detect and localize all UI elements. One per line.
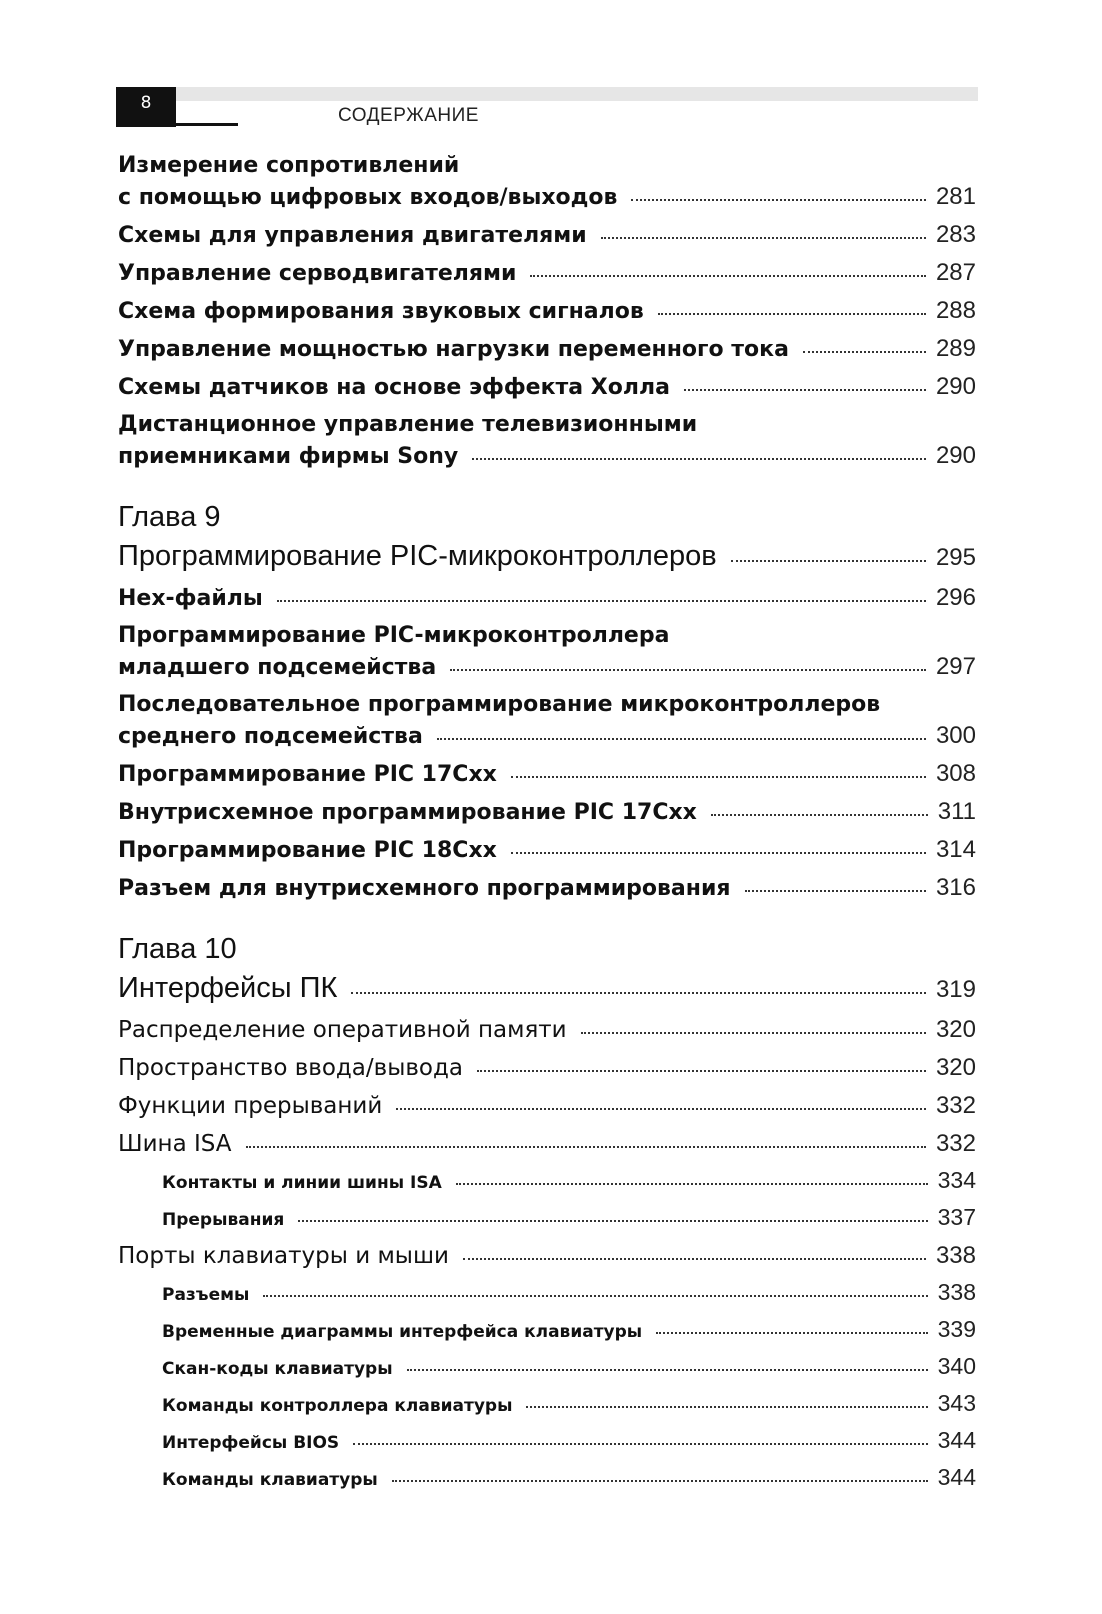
dot-leader: [511, 852, 926, 854]
toc-entry-text: Схема формирования звуковых сигналов: [118, 299, 644, 324]
toc-entry-text: младшего подсемейства: [118, 655, 437, 680]
toc-page-number: 332: [935, 1092, 976, 1119]
toc-subentry[interactable]: [162, 1278, 976, 1309]
toc-entry-text: Схемы для управления двигателями: [118, 223, 587, 248]
toc-entry[interactable]: [118, 1052, 976, 1084]
toc-page-number: 343: [937, 1390, 976, 1416]
toc-entry-text: Разъем для внутрисхемного программирования: [118, 876, 731, 901]
header-gray-bar: [116, 87, 978, 101]
toc-page-number: 288: [935, 297, 976, 324]
toc-page-number: 290: [935, 373, 976, 400]
toc-page-number: 319: [935, 976, 976, 1003]
toc-entry-text: Внутрисхемное программирование PIC 17Cxx: [118, 800, 697, 825]
toc-entry[interactable]: [118, 796, 976, 828]
dot-leader: [731, 560, 926, 562]
toc-page-number: 320: [935, 1016, 976, 1043]
page-number: 8: [140, 93, 152, 113]
toc-page-number: 311: [937, 798, 976, 825]
toc-entry-text: Команды контроллера клавиатуры: [162, 1396, 513, 1416]
toc-subentry[interactable]: [162, 1315, 976, 1346]
dot-leader: [437, 738, 926, 740]
toc-entry[interactable]: [118, 872, 976, 904]
toc-page-number: 344: [937, 1464, 976, 1490]
chapter-number: Глава 9: [118, 501, 221, 533]
toc-entry[interactable]: [118, 257, 976, 289]
dot-leader: [658, 313, 926, 315]
dot-leader: [684, 389, 926, 391]
toc-subentry[interactable]: [162, 1166, 976, 1197]
toc-entry-text: Временные диаграммы интерфейса клавиатуры: [162, 1322, 643, 1342]
toc-page-number: 297: [935, 653, 976, 680]
toc-entry[interactable]: [118, 219, 976, 251]
toc-subentry[interactable]: [162, 1389, 976, 1420]
toc-page-number: 320: [935, 1054, 976, 1081]
toc-page-number: 290: [935, 442, 976, 469]
toc-entry-text: Hex-файлы: [118, 586, 263, 611]
toc-page-number: 338: [935, 1242, 976, 1269]
toc-page-number: 281: [935, 183, 976, 210]
toc-entry-text: Дистанционное управление телевизионными: [118, 412, 698, 437]
toc-entry-text: Команды клавиатуры: [162, 1470, 378, 1490]
dot-leader: [477, 1070, 926, 1072]
toc-subentry[interactable]: [162, 1203, 976, 1234]
toc-entry[interactable]: [118, 333, 976, 365]
toc-entry-text: Функции прерываний: [118, 1093, 383, 1119]
toc-entry[interactable]: [118, 1014, 976, 1046]
toc-entry-text: Порты клавиатуры и мыши: [118, 1243, 449, 1269]
chapter-title: Интерфейсы ПК: [118, 972, 338, 1004]
toc-entry[interactable]: [118, 689, 976, 752]
toc-entry-text: Измерение сопротивлений: [118, 153, 460, 178]
toc-entry-text: Последовательное программирование микроконтроллеров: [118, 692, 881, 717]
toc-page-number: 283: [935, 221, 976, 248]
toc-page-number: 332: [935, 1130, 976, 1157]
toc-entry[interactable]: [118, 582, 976, 614]
toc-page-number: 287: [935, 259, 976, 286]
toc-page-number: 300: [935, 722, 976, 749]
running-title: СОДЕРЖАНИЕ: [338, 105, 479, 126]
toc-page-number: 334: [937, 1167, 976, 1193]
toc-entry[interactable]: [118, 1090, 976, 1122]
dot-leader: [396, 1108, 926, 1110]
dot-leader: [351, 992, 926, 994]
toc-entry-text: Прерывания: [162, 1210, 285, 1230]
toc-subentry[interactable]: [162, 1426, 976, 1457]
toc-entry[interactable]: [118, 758, 976, 790]
toc-entry[interactable]: [118, 834, 976, 866]
toc-subentry[interactable]: [162, 1352, 976, 1383]
dot-leader: [277, 600, 926, 602]
toc-entry-text: Программирование PIC 18Cxx: [118, 838, 497, 863]
dot-leader: [530, 275, 926, 277]
dot-leader: [298, 1220, 927, 1222]
toc-entry-text: Схемы датчиков на основе эффекта Холла: [118, 375, 670, 400]
dot-leader: [803, 351, 926, 353]
dot-leader: [711, 814, 928, 816]
toc-page-number: 289: [935, 335, 976, 362]
dot-leader: [745, 890, 926, 892]
chapter-title: Программирование PIC-микроконтроллеров: [118, 540, 717, 572]
dot-leader: [511, 776, 926, 778]
chapter-number: Глава 10: [118, 933, 237, 965]
dot-leader: [392, 1480, 928, 1482]
toc-page-number: 337: [937, 1204, 976, 1230]
toc-page-number: 340: [937, 1353, 976, 1379]
toc-page-number: 344: [937, 1427, 976, 1453]
dot-leader: [450, 669, 926, 671]
dot-leader: [407, 1369, 928, 1371]
running-header: [116, 87, 978, 127]
toc-entry-text: приемниками фирмы Sony: [118, 444, 459, 469]
toc-subentry[interactable]: [162, 1463, 976, 1494]
toc-entry[interactable]: [118, 1240, 976, 1272]
dot-leader: [463, 1258, 926, 1260]
toc-entry-text: Пространство ввода/вывода: [118, 1055, 463, 1081]
toc-entry-text: Интерфейсы BIOS: [162, 1433, 340, 1453]
toc-entry-text: Скан-коды клавиатуры: [162, 1359, 393, 1379]
toc-page-number: 338: [937, 1279, 976, 1305]
dot-leader: [656, 1332, 927, 1334]
toc-page-number: 295: [935, 544, 976, 571]
dot-leader: [456, 1183, 928, 1185]
toc-entry-text: Шина ISA: [118, 1131, 232, 1157]
dot-leader: [472, 458, 926, 460]
toc-entry-text: Программирование PIC-микроконтроллера: [118, 623, 670, 648]
toc-entry-text: Программирование PIC 17Cxx: [118, 762, 497, 787]
toc-entry-text: Управление мощностью нагрузки переменного тока: [118, 337, 789, 362]
toc-page-number: 314: [935, 836, 976, 863]
dot-leader: [263, 1295, 927, 1297]
toc-entry-text: Распределение оперативной памяти: [118, 1017, 567, 1043]
toc-entry-text: с помощью цифровых входов/выходов: [118, 185, 618, 210]
toc-entry-text: Разъемы: [162, 1285, 250, 1305]
toc-entry[interactable]: [118, 620, 976, 683]
chapter-title-entry[interactable]: [118, 536, 976, 578]
chapter-title-entry[interactable]: [118, 968, 976, 1010]
dot-leader: [246, 1146, 926, 1148]
toc-entry-text: Контакты и линии шины ISA: [162, 1173, 442, 1193]
toc-entry[interactable]: [118, 409, 976, 472]
toc-entry-text: Управление серводвигателями: [118, 261, 517, 286]
toc-entry[interactable]: [118, 295, 976, 327]
toc-entry[interactable]: [118, 150, 976, 213]
dot-leader: [601, 237, 926, 239]
toc-page-number: 308: [935, 760, 976, 787]
toc-page-number: 296: [935, 584, 976, 611]
dot-leader: [526, 1406, 927, 1408]
header-rule: [176, 123, 238, 126]
toc-page-number: 339: [937, 1316, 976, 1342]
dot-leader: [581, 1032, 926, 1034]
toc-entry[interactable]: [118, 371, 976, 403]
toc-entry[interactable]: [118, 1128, 976, 1160]
toc-entry-text: среднего подсемейства: [118, 724, 423, 749]
dot-leader: [631, 199, 925, 201]
table-of-contents: [118, 150, 976, 1500]
dot-leader: [353, 1443, 927, 1445]
toc-page-number: 316: [935, 874, 976, 901]
